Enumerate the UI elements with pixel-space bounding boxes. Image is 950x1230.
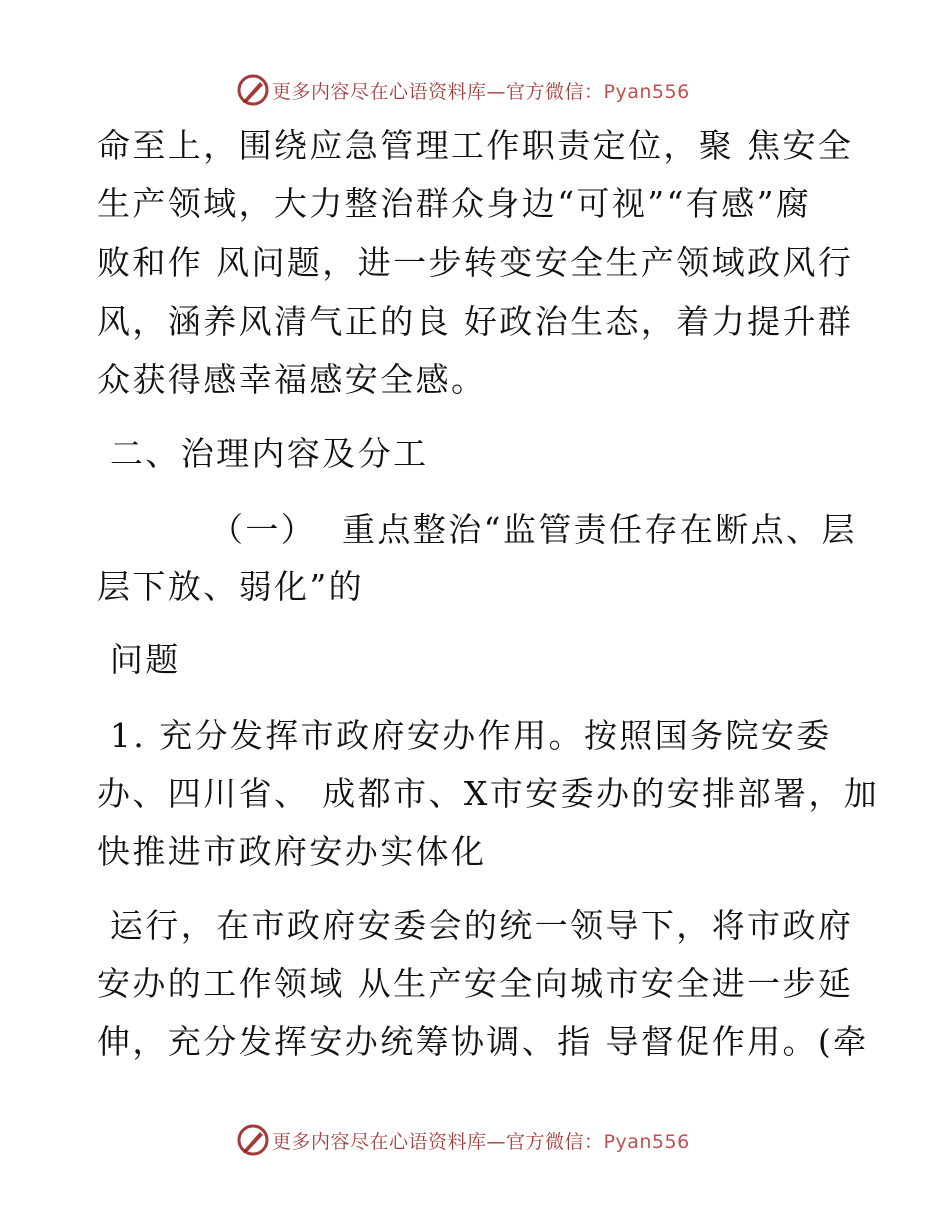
section-heading: 二、治理内容及分工 [97, 434, 429, 473]
body-line-12: 快推进市政府安办实体化 [97, 832, 487, 871]
watermark-footer [236, 1122, 690, 1158]
body-line-1: 命至上，围绕应急管理工作职责定位，聚 焦安全 [97, 126, 854, 165]
body-line-15: 伸，充分发挥安办统筹协调、指 导督促作用。(牵 [97, 1022, 869, 1061]
watermark-id: Pyan556 [603, 1130, 690, 1153]
watermark-text: 更多内容尽在心语资料库—官方微信：Pyan556 [272, 1130, 690, 1153]
body-line-11: 办、四川省、 成都市、X市安委办的安排部署，加 [97, 774, 880, 813]
body-line-3: 败和作 风问题，进一步转变安全生产领域政风行 [97, 243, 854, 282]
body-line-13: 运行，在市政府安委会的统一领导下，将市政府 [97, 906, 854, 945]
pen-logo-icon [236, 73, 270, 107]
body-line-8: 层下放、弱化”的 [97, 567, 365, 606]
watermark-text: 更多内容尽在心语资料库—官方微信：Pyan556 [272, 80, 690, 103]
body-line-5: 众获得感幸福感安全感。 [97, 360, 487, 399]
watermark-id: Pyan556 [603, 80, 690, 103]
body-line-10: 1. 充分发挥市政府安办作用。按照国务院安委 [97, 716, 832, 755]
body-line-14: 安办的工作领域 从生产安全向城市安全进一步延 [97, 964, 854, 1003]
body-line-2: 生产领域，大力整治群众身边“可视”“有感”腐 [97, 184, 812, 223]
subsection-heading: （一） 重点整治“监管责任存在断点、层 [210, 510, 857, 549]
pen-logo-icon [236, 1123, 270, 1157]
body-line-4: 风，涵养风清气正的良 好政治生态，着力提升群 [97, 302, 854, 341]
body-line-9: 问题 [97, 640, 181, 679]
watermark-header [236, 72, 690, 108]
